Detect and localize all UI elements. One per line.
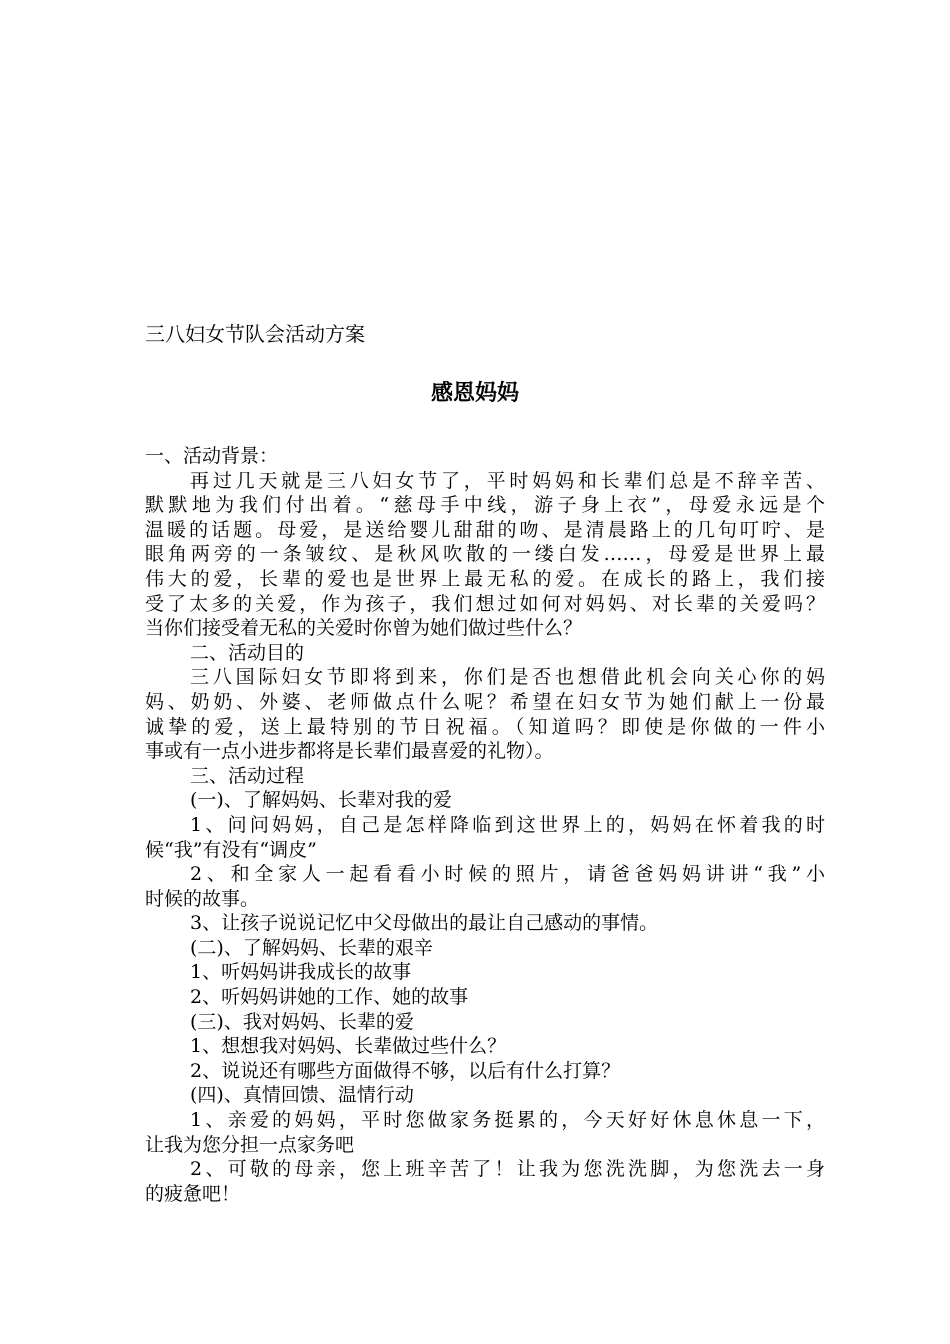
- text-line: 再过几天就是三八妇女节了，平时妈妈和长辈们总是不辞辛苦、: [190, 469, 825, 492]
- text-line: 1、问问妈妈，自己是怎样降临到这世界上的，妈妈在怀着我的时: [190, 813, 825, 836]
- text-line: 1、想想我对妈妈、长辈做过些什么？: [190, 1035, 507, 1058]
- text-line: (二)、了解妈妈、长辈的艰辛: [190, 936, 433, 959]
- text-line: 2、和全家人一起看看小时候的照片，请爸爸妈妈讲讲“我”小: [190, 863, 825, 886]
- text-line: 3、让孩子说说记忆中父母做出的最让自己感动的事情。: [190, 912, 659, 935]
- text-line: 眼角两旁的一条皱纹、是秋风吹散的一缕白发……，母爱是世界上最: [145, 543, 825, 566]
- text-line: 温暖的话题。母爱，是送给婴儿甜甜的吻、是清晨路上的几句叮咛、是: [145, 518, 825, 541]
- text-line: 候“我”有没有“调皮”: [145, 838, 317, 861]
- text-line: 1、亲爱的妈妈，平时您做家务挺累的，今天好好休息休息一下，: [190, 1109, 825, 1132]
- text-line: 时候的故事。: [145, 887, 260, 910]
- text-line: 受了太多的关爱，作为孩子，我们想过如何对妈妈、对长辈的关爱吗？: [145, 592, 825, 615]
- text-line: 三、活动过程: [190, 764, 305, 787]
- text-line: 1、听妈妈讲我成长的故事: [190, 961, 412, 984]
- text-line: 一、活动背景：: [145, 445, 279, 467]
- text-line: 2、说说还有哪些方面做得不够，以后有什么打算？: [190, 1059, 621, 1082]
- text-line: 2、听妈妈讲她的工作、她的故事: [190, 986, 469, 1009]
- text-line: 妈、奶奶、外婆、老师做点什么呢？希望在妇女节为她们献上一份最: [145, 690, 825, 713]
- text-line: (三)、我对妈妈、长辈的爱: [190, 1010, 414, 1033]
- text-line: (一)、了解妈妈、长辈对我的爱: [190, 789, 452, 812]
- text-line: 二、活动目的: [190, 641, 305, 664]
- document-title: 感恩妈妈: [430, 380, 519, 406]
- text-line: 诚挚的爱，送上最特别的节日祝福。（知道吗？即使是你做的一件小: [145, 715, 825, 738]
- text-line: 让我为您分担一点家务吧: [145, 1133, 355, 1156]
- text-line: 默默地为我们付出着。“慈母手中线，游子身上衣”，母爱永远是个: [145, 494, 825, 517]
- text-line: (四)、真情回馈、温情行动: [190, 1084, 414, 1107]
- text-line: 2、可敬的母亲，您上班辛苦了！让我为您洗洗脚，为您洗去一身: [190, 1158, 825, 1181]
- document-subtitle: 三八妇女节队会活动方案: [145, 322, 365, 346]
- document-body: [145, 444, 825, 1206]
- text-line: 当你们接受着无私的关爱时你曾为她们做过些什么？: [145, 617, 583, 640]
- text-line: 三八国际妇女节即将到来，你们是否也想借此机会向关心你的妈: [190, 666, 825, 689]
- text-line: 的疲惫吧！: [145, 1182, 241, 1205]
- text-line: 伟大的爱，长辈的爱也是世界上最无私的爱。在成长的路上，我们接: [145, 567, 825, 590]
- text-line: 事或有一点小进步都将是长辈们最喜爱的礼物）。: [145, 740, 554, 763]
